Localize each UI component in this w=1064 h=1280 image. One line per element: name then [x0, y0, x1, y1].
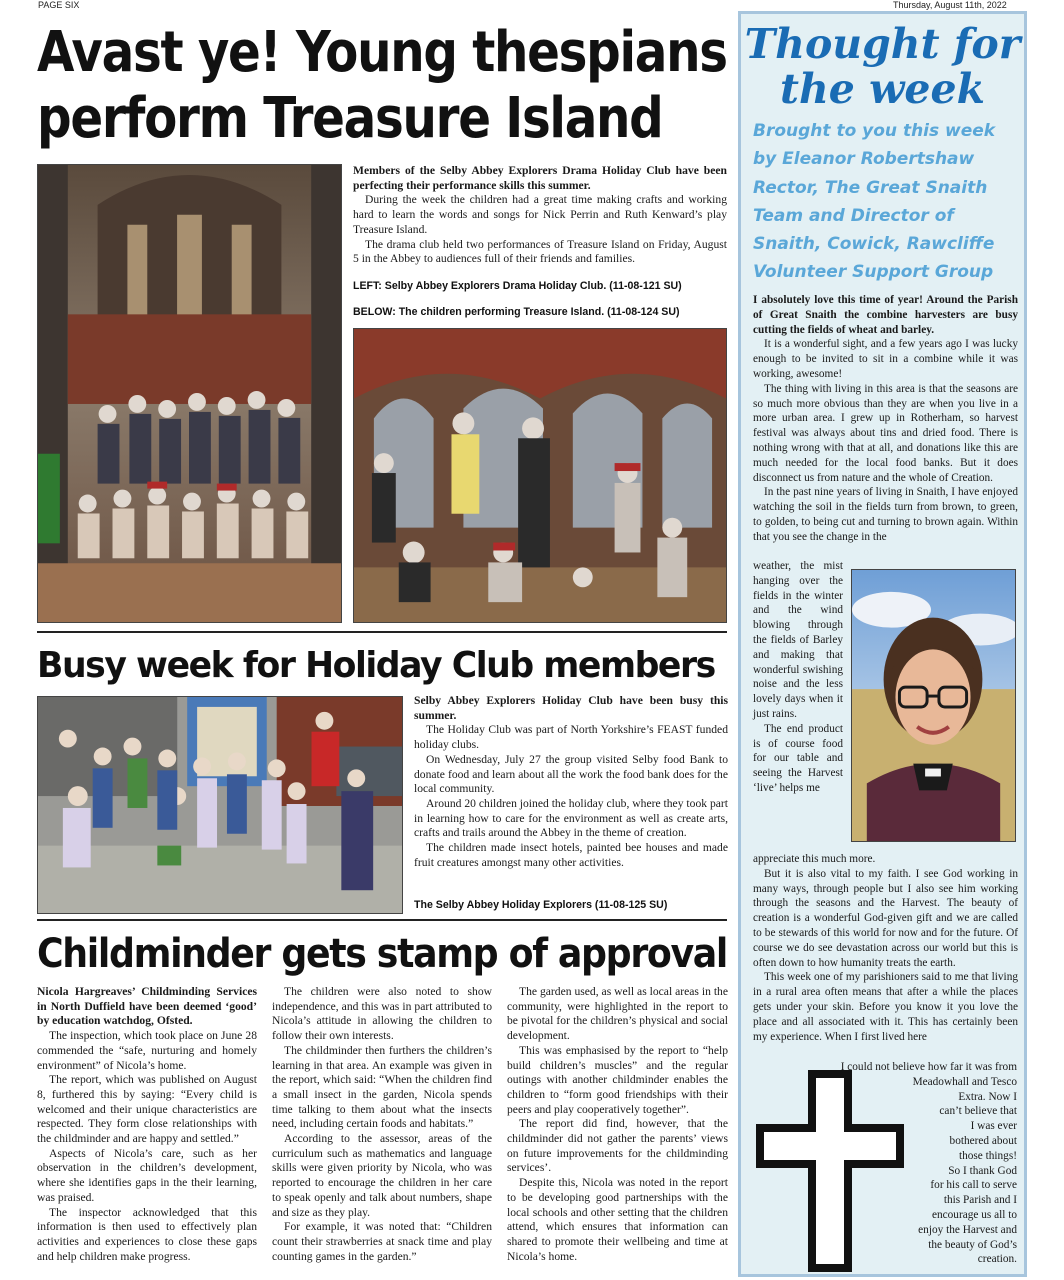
story3-paragraph: According to the assessor, areas of the curriculum such as mathematics and language skills were given priority by Nicola, who was reported to encourage the children in her care to speak openly and talk about numbers, shape and size as they play.: [272, 1132, 492, 1219]
story3-paragraph: For example, it was noted that: “Children count their strawberries at snack time and play counting games in the garden.”: [272, 1220, 492, 1263]
thought-line: So I thank God: [948, 1164, 1017, 1177]
thought-lead: I absolutely love this time of year! Around the Parish of Great Snaith the combine harvesters are busy cutting the fields of wheat and barley.: [753, 294, 1018, 336]
thought-line: those things!: [958, 1149, 1017, 1162]
issue-date: Thursday, August 11th, 2022: [893, 0, 1007, 10]
caption-left-photo: LEFT: Selby Abbey Explorers Drama Holiday Club. (11-08-121 SU): [353, 280, 682, 292]
story3-paragraph: This was emphasised by the report to “help build children’s muscles” and the regular outings with another childminder enables the children to “form good friendships with their peers and play cooperatively together”.: [507, 1043, 728, 1116]
cross-icon: [748, 1066, 913, 1274]
headline-line-1: Avast ye! Young thespians: [37, 20, 727, 85]
thought-line: this Parish and I: [943, 1194, 1017, 1207]
thought-body-middle: [753, 852, 1018, 1044]
thought-paragraph: The thing with living in this area is that the seasons are so much more obvious than they are when you live in a more urban area. I grew up in Rotherham, so harvest festival was always about tins and dried food. There is nothing wrong with that at all, and donations like this are much needed for the local food banks. But it does disconnect us from nature and the whole of Creation.: [753, 382, 1018, 484]
story1-body: [353, 164, 727, 267]
headline-treasure-island: [37, 20, 727, 152]
thought-title: [741, 22, 1024, 112]
thought-line: I was ever: [970, 1120, 1017, 1133]
thought-line: can’t believe that: [939, 1105, 1017, 1118]
section-divider: [37, 919, 727, 921]
story2-paragraph: The Holiday Club was part of North Yorkshire’s FEAST funded holiday clubs.: [414, 723, 728, 752]
story3-paragraph: The inspector acknowledged that this information is then used to effectively plan activities and experiences to close these gaps and help children make progress.: [37, 1205, 257, 1263]
caption-holiday-explorers: The Selby Abbey Holiday Explorers (11-08-125 SU): [414, 899, 668, 911]
story2-lead: Selby Abbey Explorers Holiday Club have been busy this summer.: [414, 694, 728, 722]
story2-body: [414, 694, 728, 870]
story1-paragraph: The drama club held two performances of Treasure Island on Friday, August 5 in the Abbey to audiences full of their friends and families.: [353, 237, 727, 266]
story3-lead: Nicola Hargreaves’ Childminding Services in North Duffield have been deemed ‘good’ by education watchdog, Ofsted.: [37, 985, 257, 1028]
headline-line-2: perform Treasure Island: [37, 86, 663, 151]
thought-line: the beauty of God’s: [928, 1238, 1017, 1251]
thought-paragraph: weather, the mist hanging over the fields in the winter and the wind blowing through the fields of Barley and making that wonderful swishing noise and the less lovely days when it just rains.: [753, 560, 843, 720]
photo-holiday-explorers: [37, 696, 403, 914]
thought-line: enjoy the Harvest and: [918, 1223, 1017, 1236]
thought-line: creation.: [977, 1253, 1017, 1266]
thought-line: I could not believe how far it was from: [840, 1061, 1017, 1073]
story1-lead: Members of the Selby Abbey Explorers Drama Holiday Club have been perfecting their performance skills this summer.: [353, 164, 727, 192]
story2-paragraph: The children made insect hotels, painted bee houses and made fruit creatures amongst many other activities.: [414, 841, 728, 869]
story3-paragraph: The report, which was published on August 8, furthered this by saying: “Every child is welcomed and their unique characteristics are respected. They form close relationships with the childminder and are happy and settled.”: [37, 1073, 257, 1146]
story1-paragraph: During the week the children had a great time making crafts and working hard to learn the words and songs for Nick Perrin and Ruth Kenward’s play Treasure Island.: [353, 193, 727, 236]
thought-paragraph: It is a wonderful sight, and a few years ago I was lucky enough to be invited to sit in a combine while it was working, awesome!: [753, 338, 1018, 380]
thought-line: Extra. Now I: [958, 1090, 1017, 1103]
thought-paragraph: The end product is of course food for our table and seeing the Harvest ‘live’ helps me: [753, 722, 843, 794]
page-number: PAGE SIX: [38, 0, 80, 10]
thought-byline: Brought to you this week by Eleanor Robertshaw Rector, The Great Snaith Team and Director of Snaith, Cowick, Rawcliffe Volunteer Support Group: [753, 121, 996, 283]
thought-title-line-2: the week: [780, 65, 985, 113]
story2-paragraph: Around 20 children joined the holiday club, where they took part in learning how to care for the environment as well as create arts, crafts and trails around the Abbey in the theme of creation.: [414, 796, 728, 840]
story3-paragraph: The children were also noted to show independence, and this was in part attributed to Nicola’s attitude in allowing the children to follow their own interests.: [272, 985, 492, 1043]
caption-below-photo: BELOW: The children performing Treasure Island. (11-08-124 SU): [353, 306, 680, 318]
story3-paragraph: Despite this, Nicola was noted in the report to be developing good partnerships with the local schools and other setting that the children attend, which ensures that information can shared to promote their wellbeing and time at Nicola’s home.: [507, 1176, 728, 1263]
photo-drama-club-group: [37, 164, 342, 623]
thought-paragraph: This week one of my parishioners said to me that living in a rural area often means that after a while the places gets under your skin. Before you know it you love the place and all associated with it. This has certainly been my experience. When I first lived here: [753, 971, 1018, 1043]
thought-paragraph: appreciate this much more.: [753, 853, 876, 865]
story3-column-2: [272, 985, 492, 1264]
story3-paragraph: The garden used, as well as local areas in the community, were highlighted in the report to be pivotal for the children’s physical and social development.: [507, 985, 728, 1043]
photo-eleanor-robertshaw: [851, 569, 1016, 842]
thought-line: Meadowhall and Tesco: [912, 1075, 1017, 1088]
headline-holiday-club: Busy week for Holiday Club members: [37, 645, 715, 686]
story3-paragraph: The inspection, which took place on June 28 commended the “safe, nurturing and homely environment” of Nicola’s home.: [37, 1029, 257, 1072]
story3-paragraph: The childminder then furthers the children’s learning in that area. An example was given in the report, which said: “When the children find a small insect in the garden, Nicola spends time talking to them about what the insects need, including certain foods and habitats.”: [272, 1043, 492, 1131]
story3-paragraph: The report did find, however, that the childminder did not gather the parents’ views on future improvements for the childminding services’.: [507, 1117, 728, 1175]
thought-paragraph: But it is also vital to my faith. I see God working in many ways, through people but I also see him working through the seasons and the Harvest. The beauty of creation is a wonderful God-given gift and we are called to be stewards of this world for now and for the future. Of course we do see devastation across our world but this is often down to how humanity treats the earth.: [753, 867, 1018, 969]
thought-line: encourage us all to: [931, 1208, 1017, 1221]
story3-paragraph: Aspects of Nicola’s care, such as her observation in the children’s development, where she identifies gaps in the their learning, was praised.: [37, 1146, 257, 1204]
thought-paragraph: In the past nine years of living in Snaith, I have enjoyed watching the soil in the fields turn from brown, to green, to golden, to being cut and turning to brown again. Within that you see the change in the: [753, 486, 1018, 543]
thought-title-line-1: Thought for: [744, 20, 1021, 68]
thought-line: for his call to serve: [930, 1179, 1017, 1192]
story3-column-3: [507, 985, 728, 1264]
story2-paragraph: On Wednesday, July 27 the group visited Selby food Bank to donate food and learn about all the work the food bank does for the local community.: [414, 752, 728, 796]
thought-line: bothered about: [949, 1134, 1017, 1147]
headline-childminder: Childminder gets stamp of approval: [37, 931, 727, 977]
thought-body-narrow: [753, 559, 843, 796]
thought-body-top: [753, 293, 1018, 545]
section-divider: [37, 631, 727, 633]
story3-column-1: [37, 985, 257, 1264]
photo-treasure-island-performance: [353, 328, 727, 623]
